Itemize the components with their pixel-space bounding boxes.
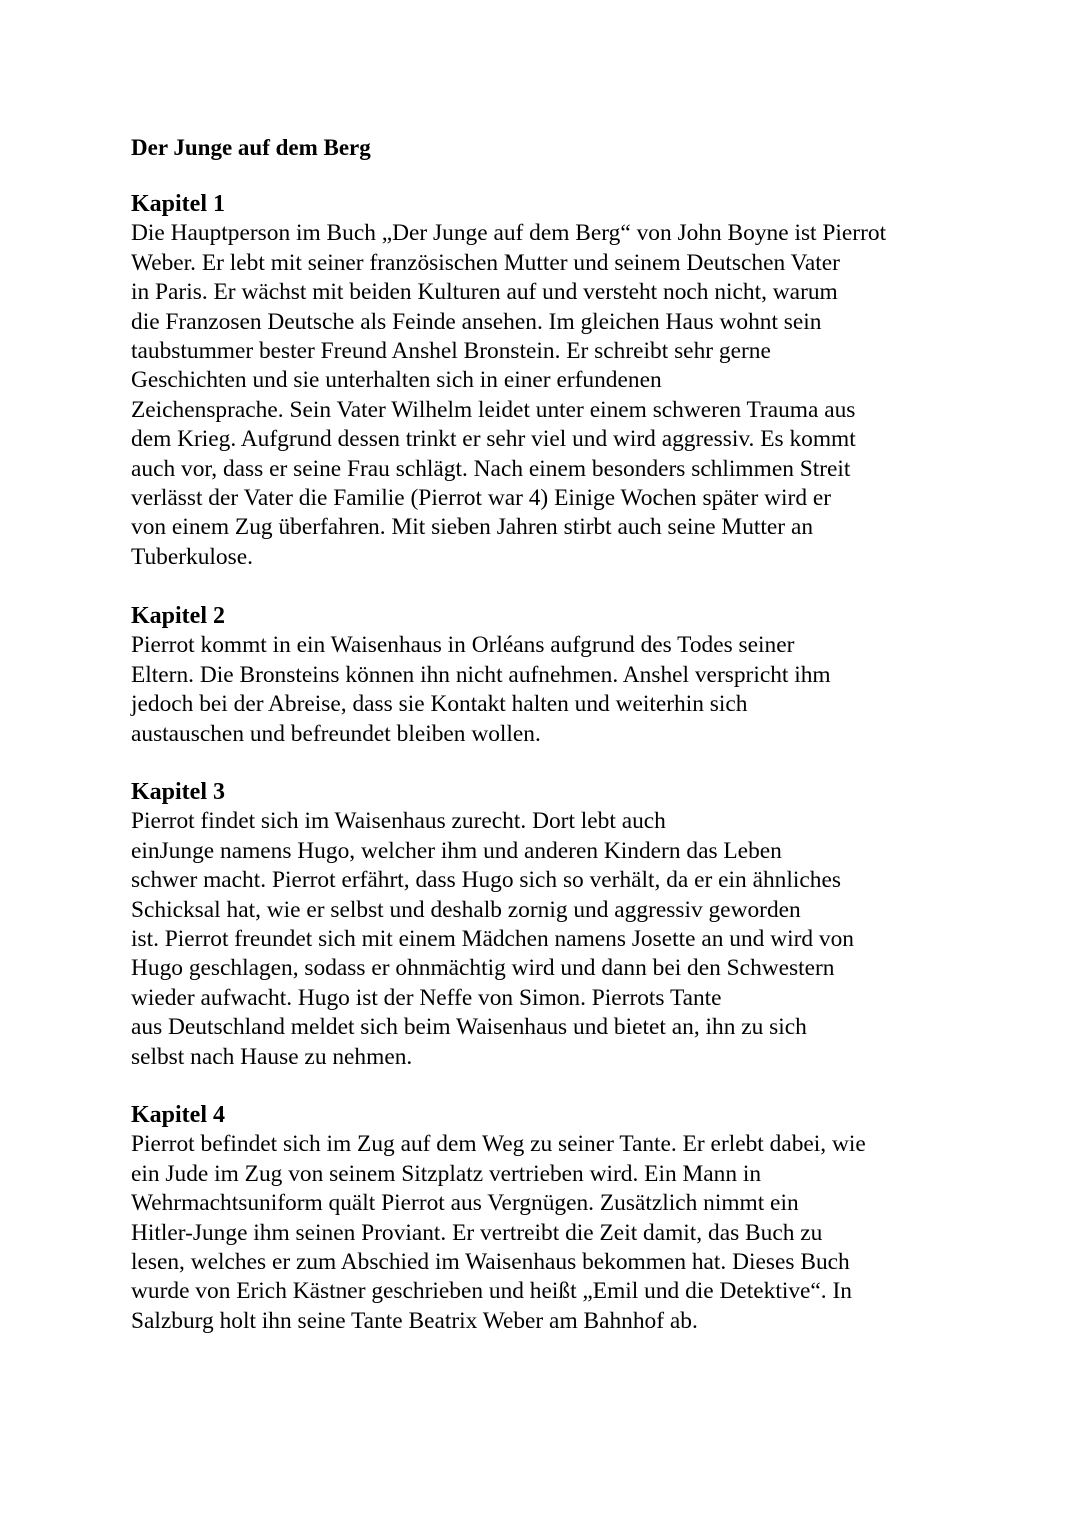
text-line: Hugo geschlagen, sodass er ohnmächtig wird und dann bei den Schwestern (131, 955, 835, 982)
text-line: die Franzosen Deutsche als Feinde ansehen. Im gleichen Haus wohnt sein (131, 308, 822, 335)
document-title: Der Junge auf dem Berg (131, 135, 371, 160)
text-line: Schicksal hat, wie er selbst und deshalb zornig und aggressiv geworden (131, 896, 801, 923)
chapter-3-heading: Kapitel 3 (131, 779, 225, 805)
chapter-1-heading: Kapitel 1 (131, 191, 225, 217)
text-line: einJunge namens Hugo, welcher ihm und anderen Kindern das Leben (131, 837, 782, 864)
chapter-1-text (131, 219, 991, 572)
text-line: Pierrot kommt in ein Waisenhaus in Orléans aufgrund des Todes seiner (131, 632, 795, 659)
text-line: Die Hauptperson im Buch „Der Junge auf dem Berg“ von John Boyne ist Pierrot (131, 220, 887, 247)
chapter-4-heading: Kapitel 4 (131, 1102, 225, 1128)
text-line: Salzburg holt ihn seine Tante Beatrix Weber am Bahnhof ab. (131, 1307, 698, 1334)
text-line: Geschichten und sie unterhalten sich in einer erfundenen (131, 367, 662, 394)
text-line: in Paris. Er wächst mit beiden Kulturen auf und versteht noch nicht, warum (131, 279, 838, 306)
text-line: aus Deutschland meldet sich beim Waisenhaus und bietet an, ihn zu sich (131, 1014, 807, 1041)
text-line: verlässt der Vater die Familie (Pierrot war 4) Einige Wochen später wird er (131, 485, 832, 512)
text-line: ist. Pierrot freundet sich mit einem Mädchen namens Josette an und wird von (131, 926, 854, 953)
text-line: wurde von Erich Kästner geschrieben und heißt „Emil und die Detektive“. In (131, 1278, 852, 1305)
chapter-3-section (131, 778, 991, 1072)
text-line: schwer macht. Pierrot erfährt, dass Hugo sich so verhält, da er ein ähnliches (131, 867, 841, 894)
chapter-3-text (131, 807, 991, 1072)
text-line: Pierrot findet sich im Waisenhaus zurecht. Dort lebt auch (131, 808, 666, 835)
text-line: von einem Zug überfahren. Mit sieben Jahren stirbt auch seine Mutter an (131, 514, 814, 541)
chapter-2-text (131, 631, 991, 749)
chapter-4-text (131, 1130, 991, 1336)
text-line: auch vor, dass er seine Frau schlägt. Nach einem besonders schlimmen Streit (131, 455, 851, 482)
text-line: jedoch bei der Abreise, dass sie Kontakt halten und weiterhin sich (131, 691, 748, 718)
chapter-2-heading: Kapitel 2 (131, 603, 225, 629)
text-line: Tuberkulose. (131, 543, 253, 570)
text-line: Hitler-Junge ihm seinen Proviant. Er vertreibt die Zeit damit, das Buch zu (131, 1219, 823, 1246)
chapter-2-section (131, 602, 991, 749)
text-line: taubstummer bester Freund Anshel Bronstein. Er schreibt sehr gerne (131, 338, 771, 365)
text-line: selbst nach Hause zu nehmen. (131, 1043, 413, 1070)
text-line: wieder aufwacht. Hugo ist der Neffe von Simon. Pierrots Tante (131, 984, 722, 1011)
text-line: Wehrmachtsuniform quält Pierrot aus Vergnügen. Zusätzlich nimmt ein (131, 1190, 799, 1217)
text-line: Pierrot befindet sich im Zug auf dem Weg zu seiner Tante. Er erlebt dabei, wie (131, 1131, 866, 1158)
text-line: austauschen und befreundet bleiben wollen. (131, 720, 541, 747)
text-line: Eltern. Die Bronsteins können ihn nicht aufnehmen. Anshel verspricht ihm (131, 661, 831, 688)
text-line: ein Jude im Zug von seinem Sitzplatz vertrieben wird. Ein Mann in (131, 1160, 762, 1187)
chapter-1-section (131, 190, 991, 572)
chapter-4-section (131, 1101, 991, 1336)
text-line: Weber. Er lebt mit seiner französischen Mutter und seinem Deutschen Vater (131, 249, 840, 276)
text-line: lesen, welches er zum Abschied im Waisenhaus bekommen hat. Dieses Buch (131, 1249, 850, 1276)
text-line: dem Krieg. Aufgrund dessen trinkt er sehr viel und wird aggressiv. Es kommt (131, 426, 856, 453)
text-line: Zeichensprache. Sein Vater Wilhelm leidet unter einem schweren Trauma aus (131, 396, 856, 423)
